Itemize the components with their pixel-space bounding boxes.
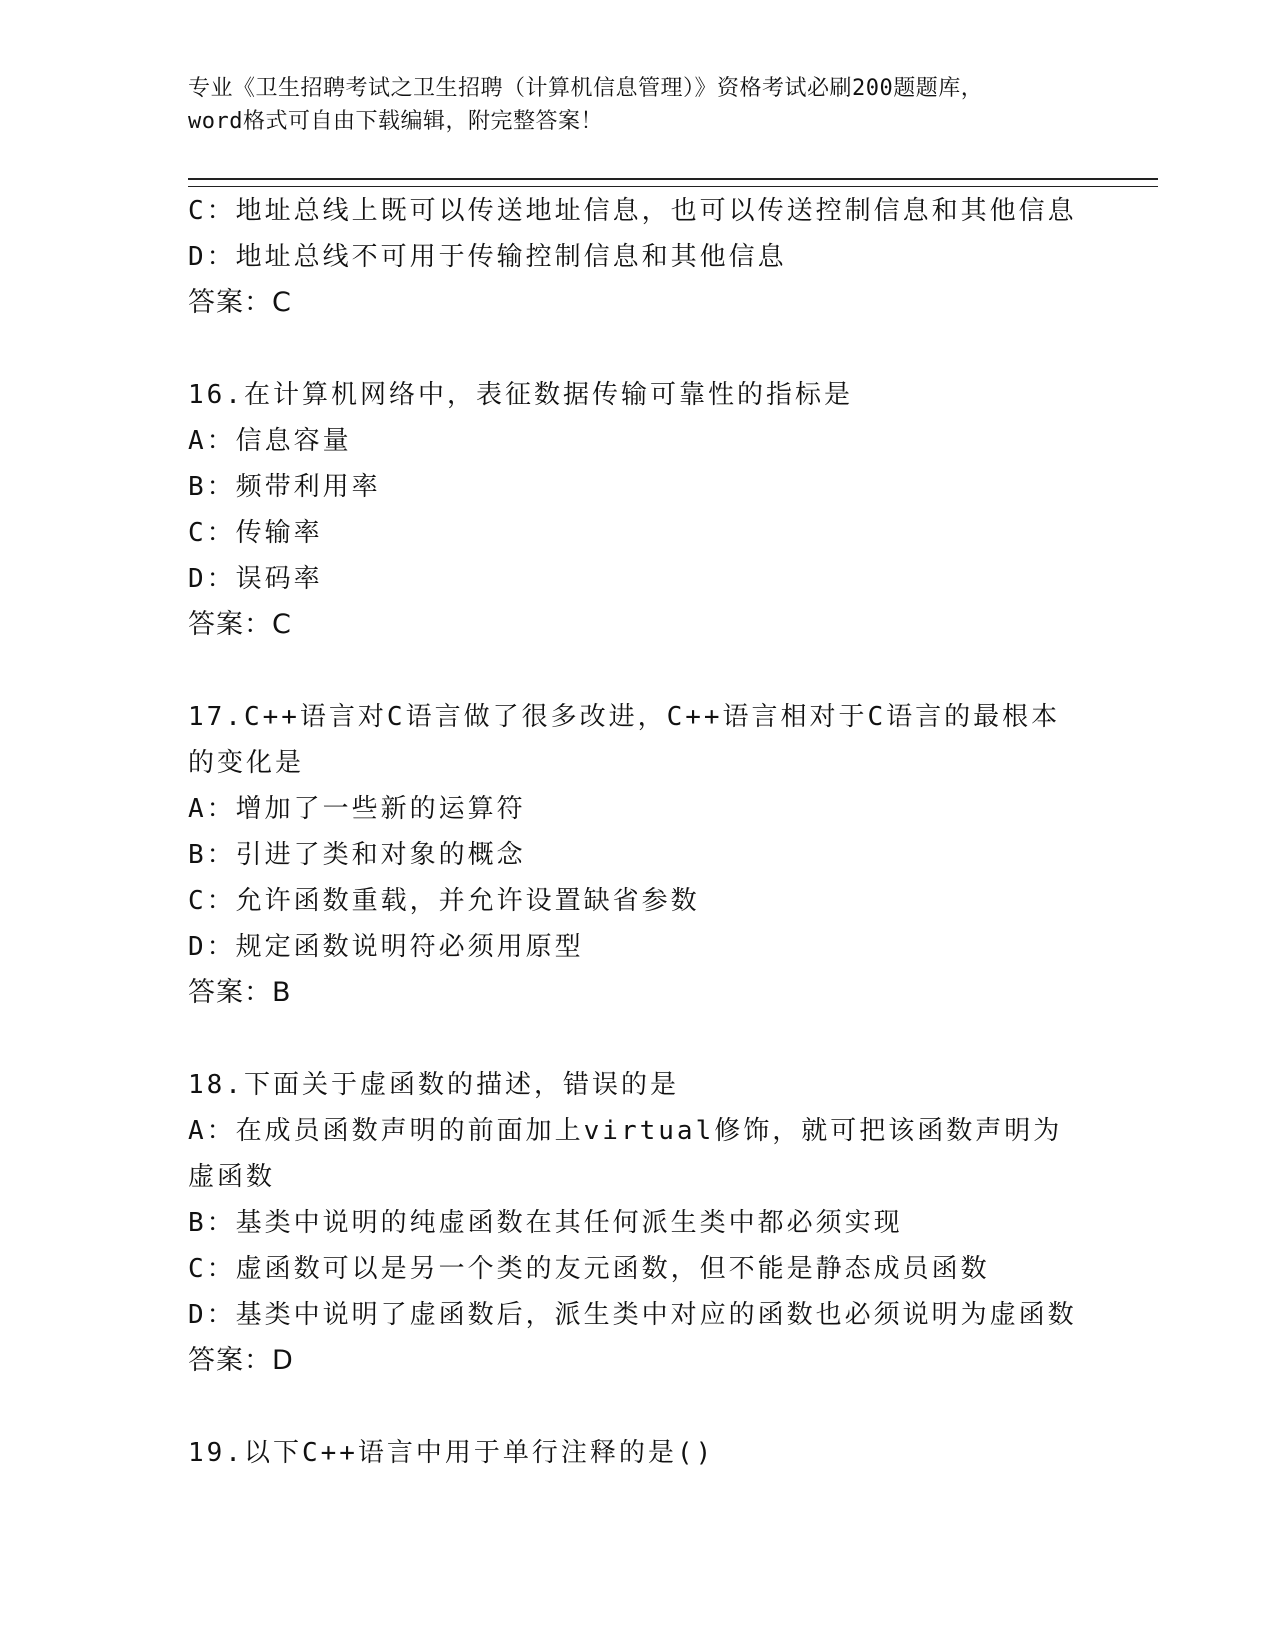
question-stem: 16.在计算机网络中，表征数据传输可靠性的指标是 <box>188 380 853 410</box>
option-d: D：误码率 <box>188 564 323 594</box>
question-16 <box>188 372 1078 648</box>
spacer <box>188 326 1078 372</box>
answer: 答案：D <box>188 1345 294 1376</box>
option-d: D：基类中说明了虚函数后，派生类中对应的函数也必须说明为虚函数 <box>188 1300 1077 1330</box>
question-stem: 17.C++语言对C语言做了很多改进，C++语言相对于C语言的最根本的变化是 <box>188 702 1061 778</box>
option-c: C：地址总线上既可以传送地址信息，也可以传送控制信息和其他信息 <box>188 196 1077 226</box>
header-title-line-1: 专业《卫生招聘考试之卫生招聘（计算机信息管理）》资格考试必刷200题题库， <box>188 76 984 101</box>
option-a: A：在成员函数声明的前面加上virtual修饰，就可把该函数声明为虚函数 <box>188 1116 1063 1192</box>
spacer <box>188 1384 1078 1430</box>
answer: 答案：B <box>188 977 292 1008</box>
option-b: B：基类中说明的纯虚函数在其任何派生类中都必须实现 <box>188 1208 903 1238</box>
option-a: A：信息容量 <box>188 426 352 456</box>
question-18 <box>188 1062 1078 1384</box>
option-b: B：引进了类和对象的概念 <box>188 840 526 870</box>
answer: 答案：C <box>188 287 292 318</box>
spacer <box>188 1016 1078 1062</box>
option-b: B：频带利用率 <box>188 472 381 502</box>
option-c: C：允许函数重载，并允许设置缺省参数 <box>188 886 700 916</box>
option-c: C：虚函数可以是另一个类的友元函数，但不能是静态成员函数 <box>188 1254 990 1284</box>
question-17 <box>188 694 1078 1016</box>
answer: 答案：C <box>188 609 292 640</box>
option-d: D：规定函数说明符必须用原型 <box>188 932 584 962</box>
question-stem: 19.以下C++语言中用于单行注释的是() <box>188 1438 715 1468</box>
question-stem: 18.下面关于虚函数的描述，错误的是 <box>188 1070 679 1100</box>
option-c: C：传输率 <box>188 518 323 548</box>
question-list <box>188 188 1078 1476</box>
document-header <box>188 72 1088 138</box>
option-a: A：增加了一些新的运算符 <box>188 794 526 824</box>
spacer <box>188 648 1078 694</box>
question-19 <box>188 1430 1078 1476</box>
question-15-continued <box>188 188 1078 326</box>
option-d: D：地址总线不可用于传输控制信息和其他信息 <box>188 242 787 272</box>
header-divider <box>188 178 1158 187</box>
header-title-line-2: word格式可自由下载编辑，附完整答案！ <box>188 109 603 134</box>
